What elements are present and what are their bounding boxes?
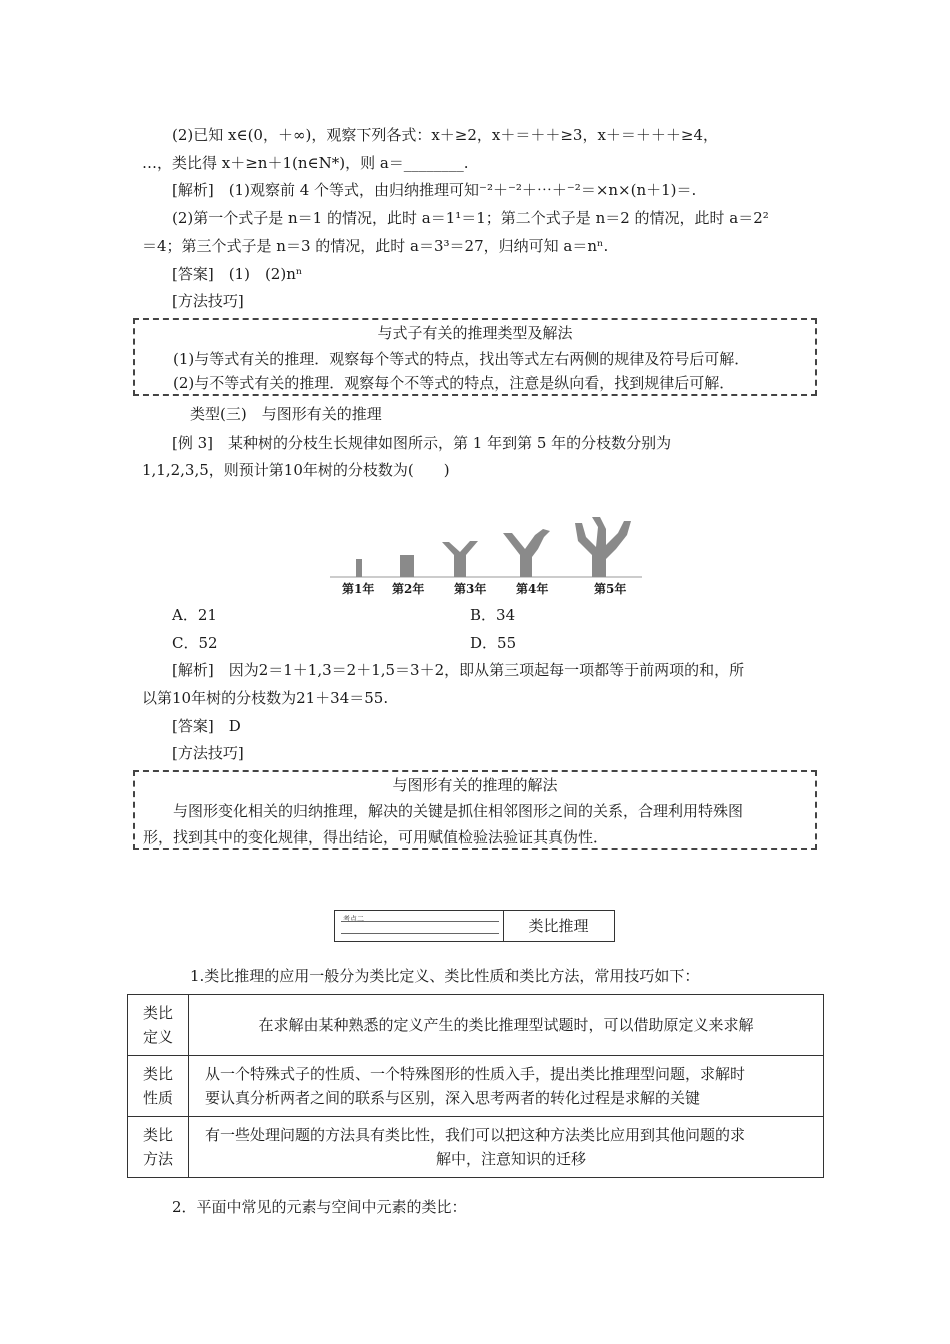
section-heading: 类型(三) 与图形有关的推理 (190, 405, 382, 423)
tree-year3 (442, 541, 478, 577)
method-box-line: 形，找到其中的变化规律，得出结论，可用赋值检验法验证其真伪性． (143, 828, 609, 846)
tree-label: 第3年 (454, 582, 487, 596)
table-row (128, 995, 824, 1056)
cell-text: 方法 (142, 1150, 173, 1168)
choice-b: B．34 (470, 606, 516, 624)
answer-line: [答案] (1) (2)nⁿ (172, 265, 303, 283)
tree-year5 (575, 517, 631, 577)
method-box-item: (1)与等式有关的推理．观察每个等式的特点，找出等式左右两侧的规律及符号后可解． (173, 350, 750, 368)
kaodian-title: 类比推理 (528, 917, 589, 935)
method-box-figure (133, 770, 817, 850)
choice-a: A．21 (172, 606, 217, 624)
text-line: (2)已知 x∈(0，＋∞)，观察下列各式：x＋≥2，x＋＝＋＋≥3，x＋＝＋＋＋≥4， (172, 126, 719, 144)
example-line: 1,1,2,3,5，则预计第10年树的分枝数为( ) (142, 461, 450, 479)
text-line: 2．平面中常见的元素与空间中元素的类比： (172, 1198, 467, 1216)
table-header-cell (128, 995, 189, 1056)
cell-text: 类比 (142, 1126, 173, 1144)
table-row (128, 1117, 824, 1178)
method-box-item: (2)与不等式有关的推理．观察每个不等式的特点，注意是纵向看，找到规律后可解． (173, 374, 735, 392)
tree-year1 (356, 559, 362, 577)
analysis-line: [解析] 因为2＝1＋1,3＝2＋1,5＝3＋2，即从第三项起每一项都等于前两项的和，所 (172, 661, 745, 679)
choice-d: D．55 (470, 634, 517, 652)
table-header-cell (128, 1117, 189, 1178)
table-header-cell (128, 1056, 189, 1117)
divider (341, 921, 499, 922)
cell-text: 类比 (142, 1065, 173, 1083)
analysis-line: [解析] (1)观察前 4 个等式，由归纳推理可知⁻²＋⁻²＋⋯＋⁻²＝×n×(n＋1)＝. (172, 181, 697, 199)
example-line: [例 3] 某种树的分枝生长规律如图所示，第 1 年到第 5 年的分枝数分别为 (172, 434, 672, 452)
cell-text: 性质 (142, 1089, 173, 1107)
method-tips-label: [方法技巧] (172, 292, 244, 310)
tree-label: 第1年 (342, 582, 375, 596)
analysis-line: 以第10年树的分枝数为21＋34＝55. (142, 689, 389, 707)
text-line: …，类比得 x＋≥n＋1(n∈N*)，则 a＝________. (142, 154, 469, 172)
table-cell (189, 995, 824, 1056)
cell-text: 定义 (142, 1028, 173, 1046)
tree-year2 (400, 555, 414, 577)
cell-text: 有一些处理问题的方法具有类比性，我们可以把这种方法类比应用到其他问题的求 (205, 1126, 746, 1144)
kaodian-small-label: 考点二 (343, 915, 364, 923)
method-box-title: 与图形有关的推理的解法 (392, 776, 558, 794)
cell-text: 在求解由某种熟悉的定义产生的类比推理型试题时，可以借助原定义来求解 (258, 1016, 754, 1034)
tree-growth-figure (330, 515, 650, 600)
tree-label: 第4年 (516, 582, 549, 596)
kaodian-header (334, 910, 615, 942)
method-box-title: 与式子有关的推理类型及解法 (377, 324, 573, 342)
method-box-line: 与图形变化相关的归纳推理，解决的关键是抓住相邻图形之间的关系，合理利用特殊图 (173, 802, 744, 820)
cell-text: 从一个特殊式子的性质、一个特殊图形的性质入手，提出类比推理型问题，求解时 (205, 1065, 746, 1083)
table-cell (189, 1056, 824, 1117)
answer-line: [答案] D (172, 717, 241, 735)
method-tips-label: [方法技巧] (172, 744, 244, 762)
text-line: ＝4；第三个式子是 n＝3 的情况，此时 a＝3³＝27，归纳可知 a＝nⁿ. (142, 237, 609, 255)
tree-label: 第5年 (594, 582, 627, 596)
text-line: 1.类比推理的应用一般分为类比定义、类比性质和类比方法，常用技巧如下： (190, 967, 700, 985)
choice-c: C．52 (172, 634, 218, 652)
cell-text: 要认真分析两者之间的联系与区别，深入思考两者的转化过程是求解的关键 (205, 1089, 701, 1107)
tree-label: 第2年 (392, 582, 425, 596)
analogy-techniques-table (127, 994, 824, 1178)
table-cell (189, 1117, 824, 1178)
cell-text: 类比 (142, 1004, 173, 1022)
cell-text: 解中，注意知识的迁移 (435, 1150, 586, 1168)
kaodian-tag (335, 911, 504, 941)
text-line: (2)第一个式子是 n＝1 的情况，此时 a＝1¹＝1；第二个式子是 n＝2 的情况，此时 a＝2² (172, 209, 769, 227)
table-row (128, 1056, 824, 1117)
method-box-formula (133, 318, 817, 396)
tree-year4 (503, 529, 550, 577)
divider (341, 933, 499, 934)
